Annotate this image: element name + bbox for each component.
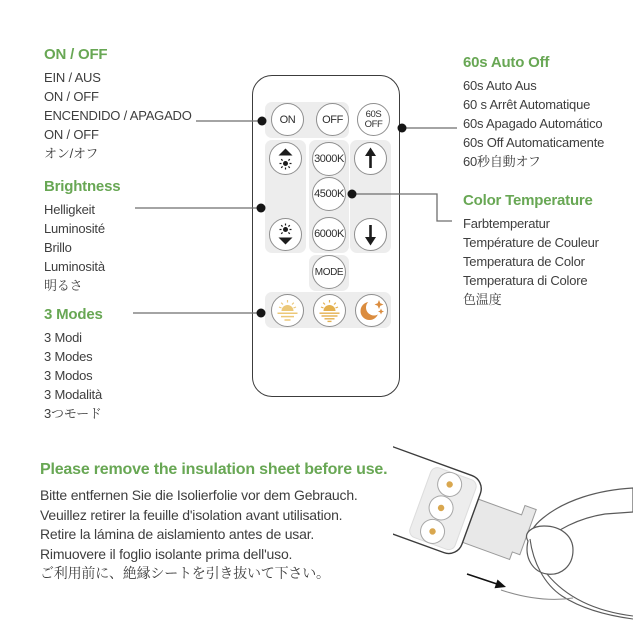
sunset-icon [313, 294, 346, 327]
insulation-notice-title: Please remove the insulation sheet before use. [40, 461, 388, 478]
mode-label: MODE [314, 266, 344, 278]
off-button [316, 103, 349, 136]
4500k-button [312, 177, 346, 211]
translation-line: Luminosité [44, 221, 105, 236]
scene-sunrise-button [271, 294, 304, 327]
translation-line: オン/オフ [44, 146, 99, 161]
translation-line: Temperatura di Colore [463, 273, 588, 288]
6000k-label: 6000K [314, 228, 344, 240]
translation-line: 3 Modalità [44, 387, 102, 402]
mode-button [312, 255, 346, 289]
temp-down-button [354, 218, 387, 251]
pull-direction-arrow [467, 574, 506, 588]
translation-line: Veuillez retirer la feuille d'isolation avant utilisation. [40, 506, 343, 523]
temp-up-button [354, 142, 387, 175]
translation-line: 3 Modi [44, 330, 82, 345]
translation-line: 60s Off Automaticamente [463, 135, 605, 150]
callout-3-modes [44, 306, 103, 423]
brightness-down-button [269, 218, 302, 251]
translation-line: ON / OFF [44, 127, 99, 142]
translation-line: Retire la lámina de aislamiento antes de usar. [40, 526, 315, 542]
thumb [527, 526, 573, 574]
translation-line: 3 Modos [44, 368, 93, 383]
3000k-label: 3000K [314, 153, 344, 165]
translation-line: 60 s Arrêt Automatique [463, 97, 591, 112]
translation-line: Température de Couleur [463, 235, 599, 250]
translation-line: 3つモード [44, 406, 102, 421]
translation-line: Brillo [44, 240, 72, 255]
insulation-notice [40, 461, 387, 584]
callout-title-3-modes: 3 Modes [44, 306, 103, 323]
brightness-up-icon [269, 142, 302, 175]
scene-night-button [355, 294, 388, 327]
3000k-button [312, 142, 346, 176]
hand-pulling-insulation-sheet-illustration [393, 438, 633, 638]
arrow-up-icon [354, 142, 387, 175]
translation-line: ENCENDIDO / APAGADO [44, 108, 192, 123]
translation-line: 色温度 [463, 292, 502, 307]
scene-sunset-button [313, 294, 346, 327]
translation-line: 60秒自動オフ [463, 154, 541, 169]
translation-line: 明るさ [44, 278, 83, 293]
hand-bottom-curve [501, 590, 573, 599]
callout-on-off [44, 46, 192, 163]
translation-line: Temperatura de Color [463, 254, 585, 269]
moon-stars-icon [355, 294, 388, 327]
translation-line: Rimuovere il foglio isolante prima dell'uso. [40, 545, 293, 562]
callout-auto-off [463, 54, 604, 171]
60s-off-label-line1: 60S [365, 108, 382, 120]
callout-title-brightness: Brightness [44, 178, 121, 195]
translation-line: Luminosità [44, 259, 105, 274]
60s-off-button [357, 103, 390, 136]
sunrise-icon [271, 294, 304, 327]
translation-line: EIN / AUS [44, 70, 101, 85]
translation-line: 60s Apagado Automático [463, 116, 603, 131]
remote-control-diagram [252, 75, 400, 397]
callout-title-auto-off: 60s Auto Off [463, 54, 550, 71]
callout-title-on-off: ON / OFF [44, 46, 108, 63]
off-button-label: OFF [322, 113, 343, 126]
translation-line: ご利用前に、絶縁シートを引き抜いて下さい。 [40, 565, 330, 581]
callout-title-color-temperature: Color Temperature [463, 192, 593, 209]
translation-line: Farbtemperatur [463, 216, 550, 231]
on-button-label: ON [279, 113, 296, 126]
translation-line: 60s Auto Aus [463, 78, 537, 93]
callout-color-temperature [463, 192, 599, 309]
arrow-down-icon [354, 218, 387, 251]
callout-brightness [44, 178, 120, 295]
4500k-label: 4500K [314, 188, 344, 200]
translation-line: 3 Modes [44, 349, 93, 364]
translation-line: Bitte entfernen Sie die Isolierfolie vor dem Gebrauch. [40, 487, 358, 503]
60s-off-label-line2: OFF [364, 118, 383, 130]
on-button [271, 103, 304, 136]
6000k-button [312, 217, 346, 251]
translation-line: ON / OFF [44, 89, 99, 104]
translation-line: Helligkeit [44, 202, 95, 217]
brightness-up-button [269, 142, 302, 175]
brightness-down-icon [269, 218, 302, 251]
